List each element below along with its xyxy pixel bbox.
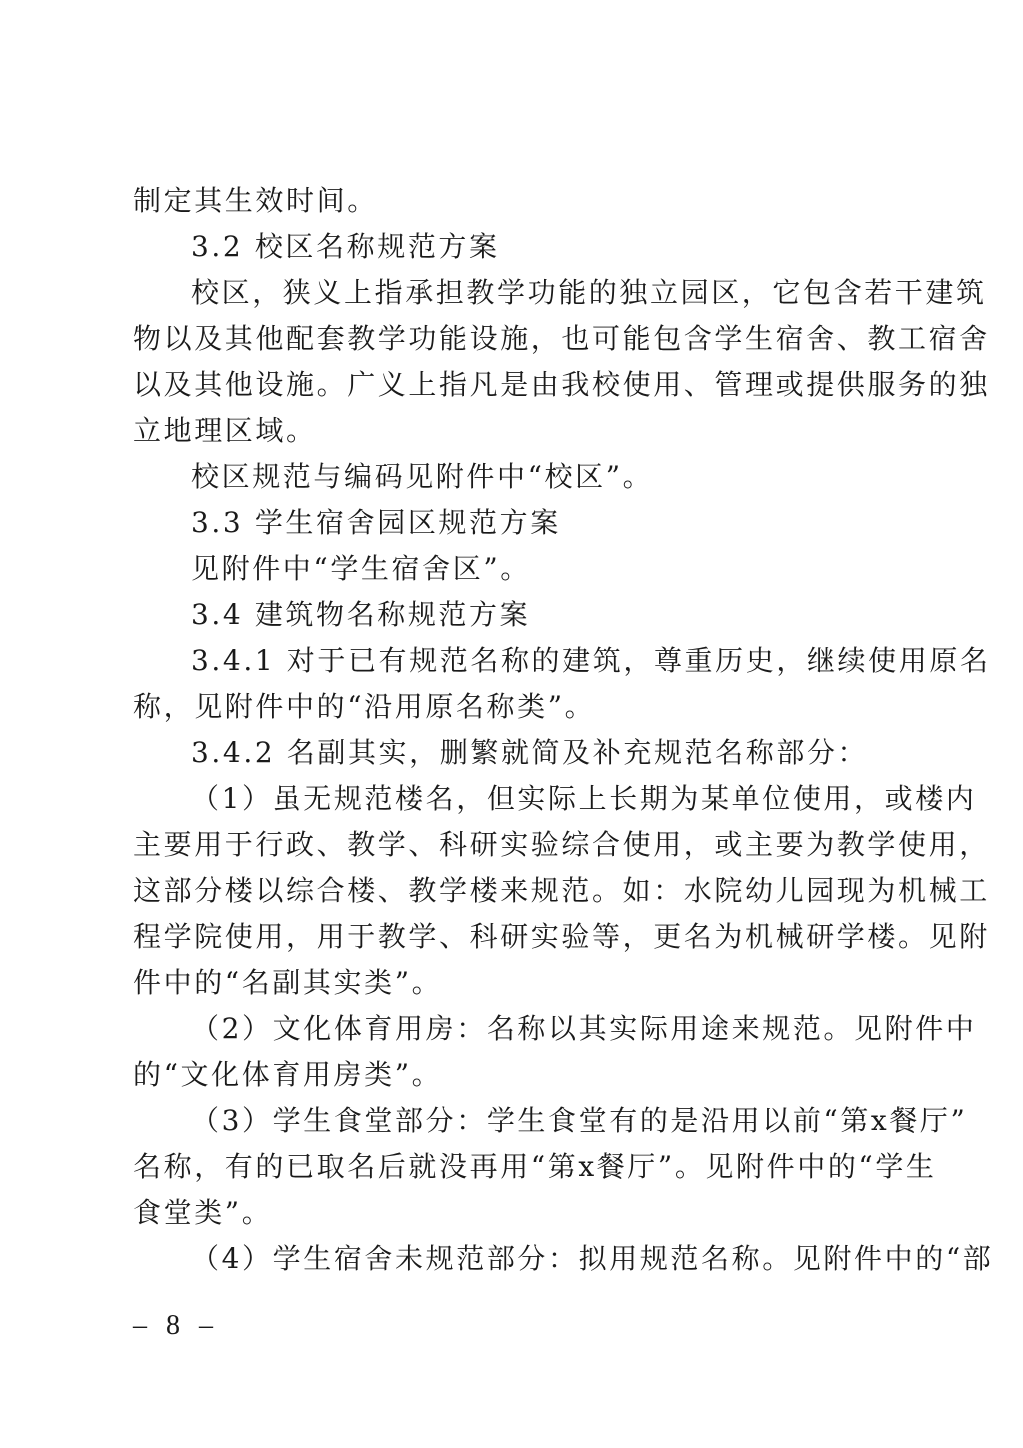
text-line: 立地理区域。 [133, 414, 317, 447]
text-line: 3.4.1 对于已有规范名称的建筑，尊重历史，继续使用原名 [191, 644, 991, 677]
page-number: – 8 – [133, 1310, 219, 1341]
text-line: 这部分楼以综合楼、教学楼来规范。如：水院幼儿园现为机械工 [133, 874, 990, 907]
text-line: 主要用于行政、教学、科研实验综合使用，或主要为教学使用， [133, 828, 990, 861]
body-text [133, 178, 994, 1282]
text-line: 食堂类”。 [133, 1196, 273, 1229]
text-line: 校区，狭义上指承担教学功能的独立园区，它包含若干建筑 [191, 276, 987, 309]
text-line: （4）学生宿舍未规范部分：拟用规范名称。见附件中的“部 [191, 1242, 994, 1275]
text-line: （2）文化体育用房：名称以其实际用途来规范。见附件中 [191, 1012, 977, 1045]
text-line: 程学院使用，用于教学、科研实验等，更名为机械研学楼。见附 [133, 920, 990, 953]
text-line: 3.4.2 名副其实，删繁就简及补充规范名称部分： [191, 736, 869, 769]
text-line: 物以及其他配套教学功能设施，也可能包含学生宿舍、教工宿舍 [133, 322, 990, 355]
text-line: （3）学生食堂部分：学生食堂有的是沿用以前“第x餐厅” [191, 1104, 968, 1137]
text-line: 称，见附件中的“沿用原名称类”。 [133, 690, 596, 723]
text-line: 以及其他设施。广义上指凡是由我校使用、管理或提供服务的独 [133, 368, 990, 401]
text-line: 件中的“名副其实类”。 [133, 966, 443, 999]
text-line: 的“文化体育用房类”。 [133, 1058, 443, 1091]
text-line: 见附件中“学生宿舍区”。 [191, 552, 531, 585]
section-heading: 3.2 校区名称规范方案 [191, 230, 500, 263]
section-heading: 3.4 建筑物名称规范方案 [191, 598, 531, 631]
text-line: 制定其生效时间。 [133, 184, 378, 217]
text-line: 校区规范与编码见附件中“校区”。 [191, 460, 654, 493]
text-line: 名称，有的已取名后就没再用“第x餐厅”。见附件中的“学生 [133, 1150, 937, 1183]
text-line: （1）虽无规范楼名，但实际上长期为某单位使用，或楼内 [191, 782, 977, 815]
section-heading: 3.3 学生宿舍园区规范方案 [191, 506, 561, 539]
